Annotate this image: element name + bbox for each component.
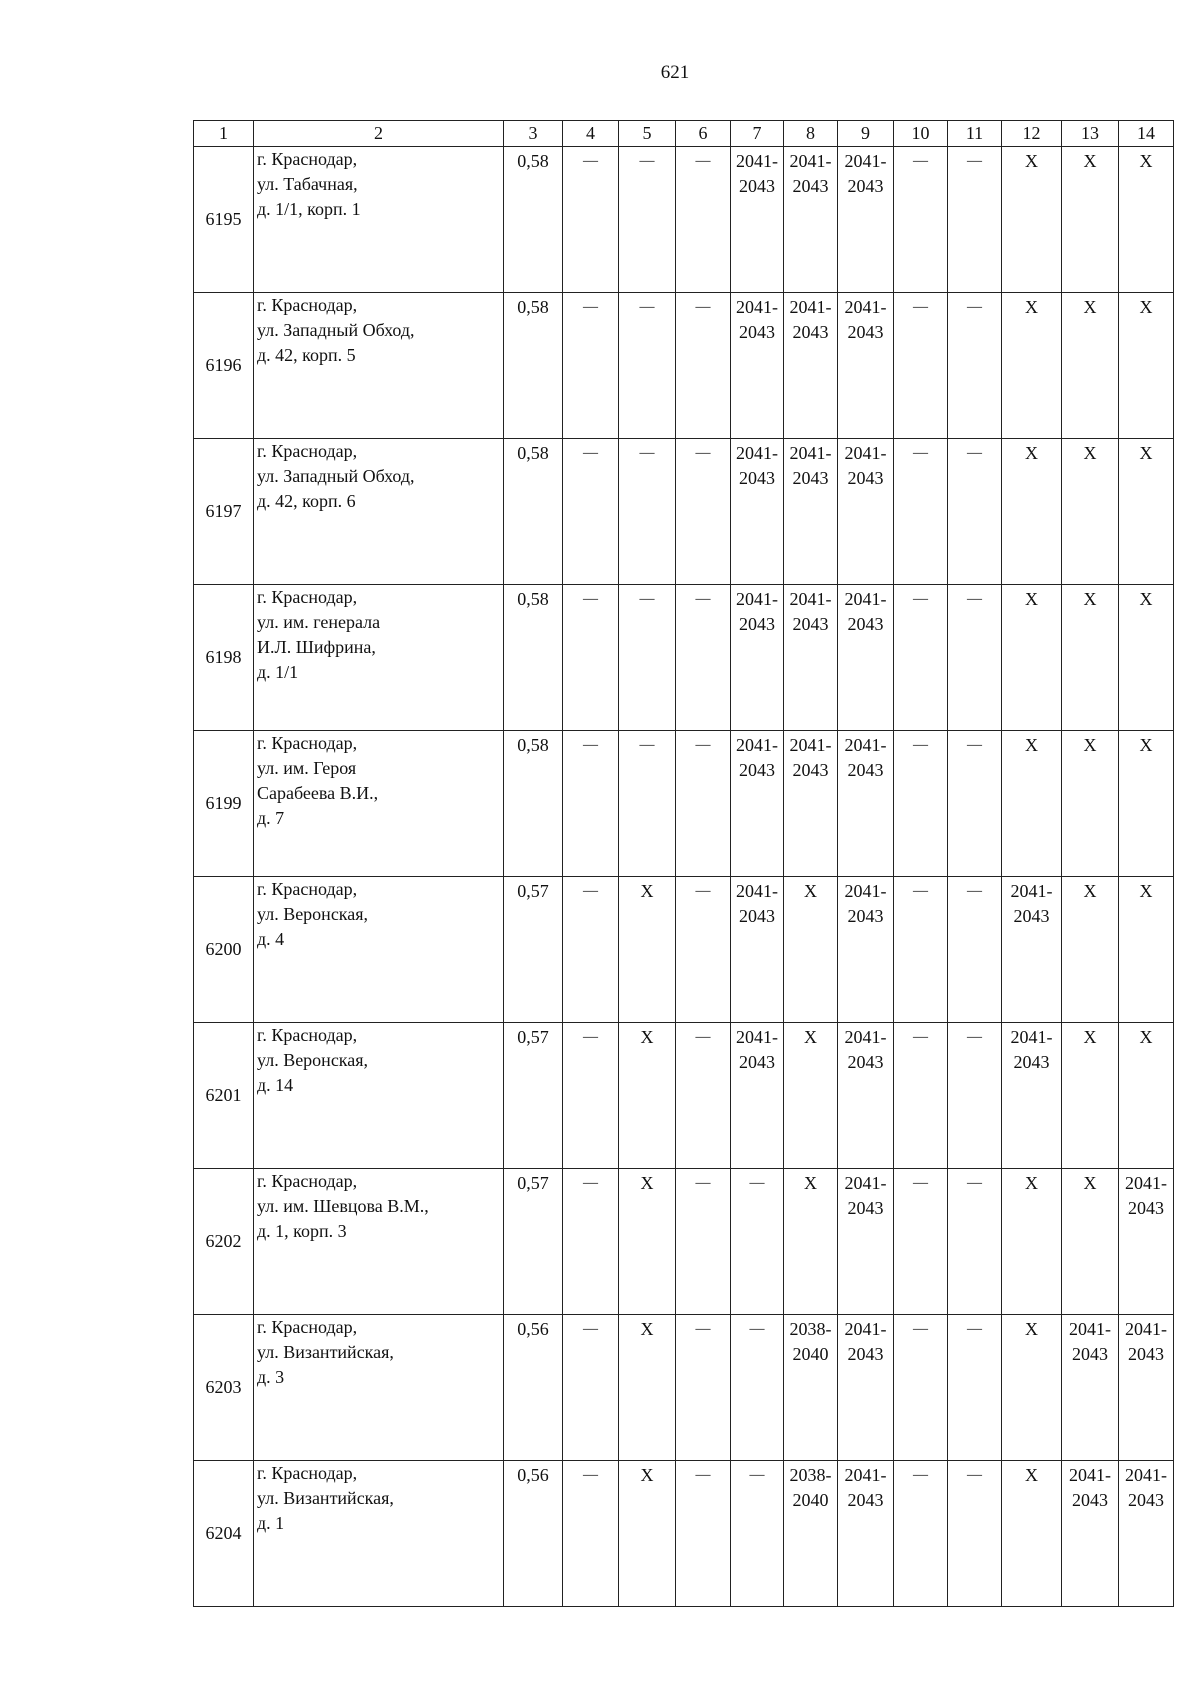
value-cell: 2041- 2043 bbox=[1002, 877, 1062, 1023]
value-cell: 2041- 2043 bbox=[1119, 1461, 1174, 1607]
value-cell: 2041- 2043 bbox=[784, 439, 838, 585]
column-header: 14 bbox=[1119, 121, 1174, 147]
value-cell: 2041- 2043 bbox=[838, 1315, 894, 1461]
row-number: 6196 bbox=[194, 293, 254, 439]
value-cell: — bbox=[676, 1169, 731, 1315]
coefficient-cell: 0,56 bbox=[504, 1461, 563, 1607]
address-cell: г. Краснодар, ул. Византийская, д. 1 bbox=[254, 1461, 504, 1607]
value-cell: — bbox=[894, 585, 948, 731]
value-cell: X bbox=[1062, 1023, 1119, 1169]
value-cell: — bbox=[731, 1315, 784, 1461]
value-cell: X bbox=[619, 1023, 676, 1169]
value-cell: — bbox=[948, 293, 1002, 439]
value-cell: — bbox=[731, 1461, 784, 1607]
value-cell: 2038- 2040 bbox=[784, 1461, 838, 1607]
value-cell: X bbox=[619, 1461, 676, 1607]
value-cell: X bbox=[1119, 731, 1174, 877]
address-cell: г. Краснодар, ул. Византийская, д. 3 bbox=[254, 1315, 504, 1461]
value-cell: 2041- 2043 bbox=[838, 1023, 894, 1169]
value-cell: — bbox=[894, 1461, 948, 1607]
value-cell: X bbox=[1062, 147, 1119, 293]
value-cell: 2041- 2043 bbox=[784, 293, 838, 439]
coefficient-cell: 0,57 bbox=[504, 1169, 563, 1315]
column-header: 8 bbox=[784, 121, 838, 147]
value-cell: — bbox=[563, 293, 619, 439]
table-row bbox=[194, 439, 1174, 585]
page-number: 621 bbox=[660, 62, 690, 83]
value-cell: — bbox=[894, 1023, 948, 1169]
value-cell: X bbox=[1119, 585, 1174, 731]
value-cell: — bbox=[676, 877, 731, 1023]
value-cell: — bbox=[676, 1315, 731, 1461]
value-cell: 2041- 2043 bbox=[838, 585, 894, 731]
coefficient-cell: 0,58 bbox=[504, 147, 563, 293]
value-cell: X bbox=[1002, 1315, 1062, 1461]
value-cell: 2041- 2043 bbox=[731, 293, 784, 439]
value-cell: 2041- 2043 bbox=[784, 585, 838, 731]
row-number: 6200 bbox=[194, 877, 254, 1023]
value-cell: — bbox=[676, 731, 731, 877]
value-cell: — bbox=[948, 1023, 1002, 1169]
value-cell: X bbox=[1062, 585, 1119, 731]
row-number: 6198 bbox=[194, 585, 254, 731]
value-cell: — bbox=[563, 439, 619, 585]
row-number: 6204 bbox=[194, 1461, 254, 1607]
value-cell: — bbox=[619, 439, 676, 585]
value-cell: 2041- 2043 bbox=[838, 731, 894, 877]
value-cell: — bbox=[948, 439, 1002, 585]
value-cell: 2041- 2043 bbox=[838, 439, 894, 585]
value-cell: — bbox=[676, 1461, 731, 1607]
value-cell: X bbox=[1119, 877, 1174, 1023]
column-header: 13 bbox=[1062, 121, 1119, 147]
address-cell: г. Краснодар, ул. им. Героя Сарабеева В.И., д. 7 bbox=[254, 731, 504, 877]
value-cell: 2041- 2043 bbox=[1062, 1315, 1119, 1461]
value-cell: X bbox=[619, 1315, 676, 1461]
value-cell: X bbox=[1002, 731, 1062, 877]
value-cell: — bbox=[619, 147, 676, 293]
value-cell: — bbox=[894, 439, 948, 585]
address-cell: г. Краснодар, ул. Западный Обход, д. 42, корп. 6 bbox=[254, 439, 504, 585]
value-cell: — bbox=[894, 877, 948, 1023]
value-cell: 2041- 2043 bbox=[731, 147, 784, 293]
value-cell: X bbox=[1002, 1169, 1062, 1315]
value-cell: X bbox=[1002, 1461, 1062, 1607]
value-cell: X bbox=[784, 1169, 838, 1315]
value-cell: — bbox=[676, 147, 731, 293]
value-cell: X bbox=[1002, 293, 1062, 439]
value-cell: 2041- 2043 bbox=[1062, 1461, 1119, 1607]
value-cell: 2041- 2043 bbox=[784, 147, 838, 293]
value-cell: — bbox=[563, 1023, 619, 1169]
table-row bbox=[194, 877, 1174, 1023]
value-cell: — bbox=[563, 585, 619, 731]
table-row bbox=[194, 731, 1174, 877]
value-cell: — bbox=[676, 293, 731, 439]
value-cell: — bbox=[948, 147, 1002, 293]
data-table bbox=[193, 120, 1174, 1607]
column-header: 5 bbox=[619, 121, 676, 147]
value-cell: — bbox=[894, 147, 948, 293]
value-cell: X bbox=[619, 1169, 676, 1315]
table-row bbox=[194, 1169, 1174, 1315]
value-cell: X bbox=[784, 877, 838, 1023]
value-cell: — bbox=[563, 731, 619, 877]
value-cell: X bbox=[1119, 439, 1174, 585]
value-cell: — bbox=[948, 1461, 1002, 1607]
value-cell: — bbox=[894, 1315, 948, 1461]
value-cell: 2041- 2043 bbox=[838, 877, 894, 1023]
value-cell: — bbox=[563, 1169, 619, 1315]
value-cell: X bbox=[1119, 293, 1174, 439]
coefficient-cell: 0,58 bbox=[504, 731, 563, 877]
value-cell: — bbox=[619, 585, 676, 731]
table-row bbox=[194, 147, 1174, 293]
value-cell: 2041- 2043 bbox=[838, 293, 894, 439]
value-cell: X bbox=[1002, 147, 1062, 293]
value-cell: X bbox=[1062, 731, 1119, 877]
value-cell: — bbox=[948, 1169, 1002, 1315]
value-cell: X bbox=[1062, 877, 1119, 1023]
row-number: 6195 bbox=[194, 147, 254, 293]
table-row bbox=[194, 585, 1174, 731]
table-row bbox=[194, 1461, 1174, 1607]
value-cell: — bbox=[894, 293, 948, 439]
value-cell: 2041- 2043 bbox=[731, 1023, 784, 1169]
address-cell: г. Краснодар, ул. Табачная, д. 1/1, корп. 1 bbox=[254, 147, 504, 293]
value-cell: X bbox=[1062, 1169, 1119, 1315]
value-cell: 2041- 2043 bbox=[1002, 1023, 1062, 1169]
value-cell: — bbox=[948, 731, 1002, 877]
value-cell: — bbox=[563, 1461, 619, 1607]
value-cell: — bbox=[619, 731, 676, 877]
row-number: 6202 bbox=[194, 1169, 254, 1315]
value-cell: 2041- 2043 bbox=[731, 877, 784, 1023]
value-cell: 2038- 2040 bbox=[784, 1315, 838, 1461]
value-cell: X bbox=[619, 877, 676, 1023]
value-cell: — bbox=[948, 877, 1002, 1023]
value-cell: 2041- 2043 bbox=[731, 439, 784, 585]
value-cell: X bbox=[1062, 293, 1119, 439]
address-cell: г. Краснодар, ул. Веронская, д. 14 bbox=[254, 1023, 504, 1169]
column-header: 2 bbox=[254, 121, 504, 147]
coefficient-cell: 0,58 bbox=[504, 585, 563, 731]
column-header: 11 bbox=[948, 121, 1002, 147]
row-number: 6201 bbox=[194, 1023, 254, 1169]
value-cell: — bbox=[563, 1315, 619, 1461]
coefficient-cell: 0,58 bbox=[504, 439, 563, 585]
coefficient-cell: 0,56 bbox=[504, 1315, 563, 1461]
coefficient-cell: 0,57 bbox=[504, 1023, 563, 1169]
address-cell: г. Краснодар, ул. Западный Обход, д. 42, корп. 5 bbox=[254, 293, 504, 439]
value-cell: — bbox=[894, 1169, 948, 1315]
value-cell: X bbox=[1062, 439, 1119, 585]
address-cell: г. Краснодар, ул. Веронская, д. 4 bbox=[254, 877, 504, 1023]
value-cell: 2041- 2043 bbox=[731, 585, 784, 731]
column-header: 7 bbox=[731, 121, 784, 147]
row-number: 6199 bbox=[194, 731, 254, 877]
value-cell: 2041- 2043 bbox=[1119, 1315, 1174, 1461]
value-cell: X bbox=[1119, 1023, 1174, 1169]
value-cell: 2041- 2043 bbox=[838, 1461, 894, 1607]
value-cell: X bbox=[784, 1023, 838, 1169]
column-header: 6 bbox=[676, 121, 731, 147]
column-header: 10 bbox=[894, 121, 948, 147]
value-cell: — bbox=[894, 731, 948, 877]
table-row bbox=[194, 1023, 1174, 1169]
value-cell: X bbox=[1002, 585, 1062, 731]
column-header: 12 bbox=[1002, 121, 1062, 147]
column-header: 1 bbox=[194, 121, 254, 147]
table-header-row bbox=[194, 121, 1174, 147]
value-cell: — bbox=[619, 293, 676, 439]
coefficient-cell: 0,57 bbox=[504, 877, 563, 1023]
value-cell: 2041- 2043 bbox=[1119, 1169, 1174, 1315]
value-cell: — bbox=[676, 439, 731, 585]
value-cell: 2041- 2043 bbox=[838, 147, 894, 293]
value-cell: X bbox=[1002, 439, 1062, 585]
address-cell: г. Краснодар, ул. им. генерала И.Л. Шифрина, д. 1/1 bbox=[254, 585, 504, 731]
value-cell: 2041- 2043 bbox=[784, 731, 838, 877]
row-number: 6197 bbox=[194, 439, 254, 585]
value-cell: — bbox=[731, 1169, 784, 1315]
value-cell: — bbox=[676, 1023, 731, 1169]
value-cell: — bbox=[948, 585, 1002, 731]
table-row bbox=[194, 1315, 1174, 1461]
value-cell: 2041- 2043 bbox=[731, 731, 784, 877]
value-cell: X bbox=[1119, 147, 1174, 293]
address-cell: г. Краснодар, ул. им. Шевцова В.М., д. 1, корп. 3 bbox=[254, 1169, 504, 1315]
value-cell: — bbox=[563, 147, 619, 293]
column-header: 4 bbox=[563, 121, 619, 147]
table-row bbox=[194, 293, 1174, 439]
value-cell: 2041- 2043 bbox=[838, 1169, 894, 1315]
value-cell: — bbox=[563, 877, 619, 1023]
column-header: 9 bbox=[838, 121, 894, 147]
column-header: 3 bbox=[504, 121, 563, 147]
coefficient-cell: 0,58 bbox=[504, 293, 563, 439]
row-number: 6203 bbox=[194, 1315, 254, 1461]
value-cell: — bbox=[676, 585, 731, 731]
value-cell: — bbox=[948, 1315, 1002, 1461]
